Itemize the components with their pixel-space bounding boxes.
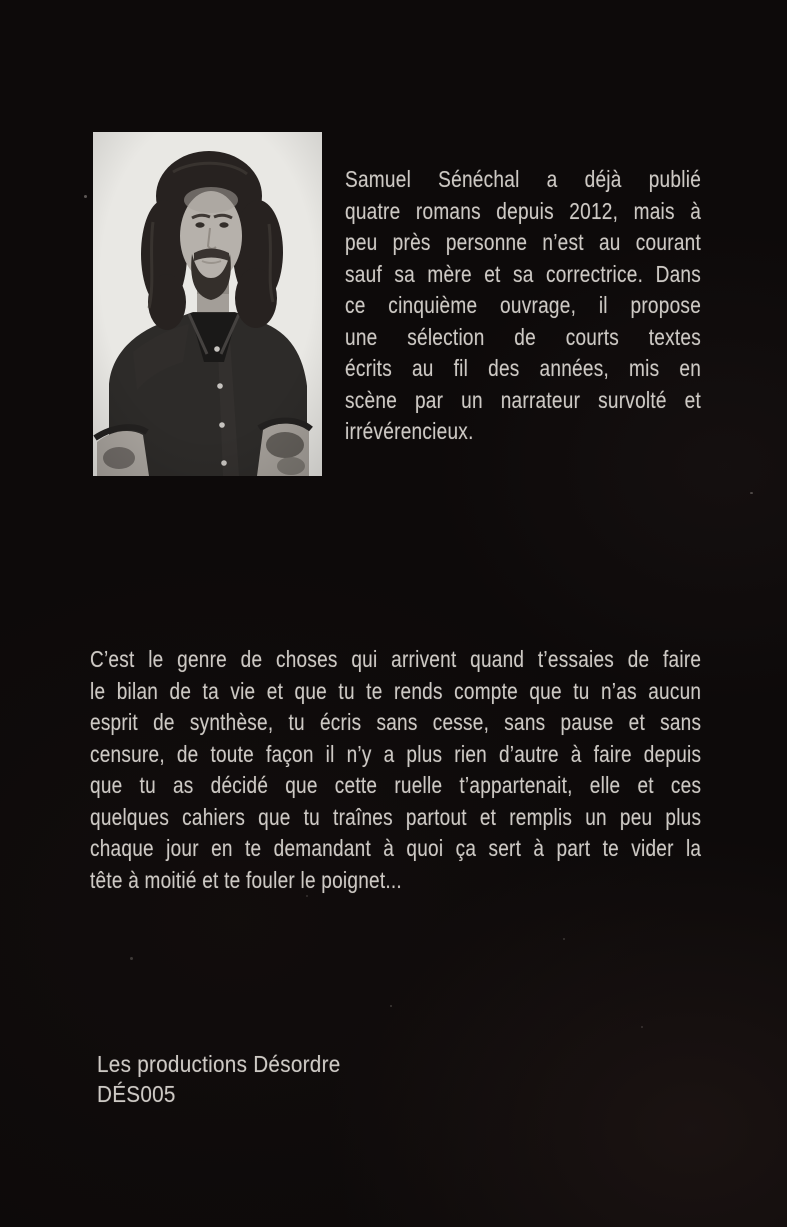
publisher-block — [97, 1049, 403, 1109]
text-line: une sélection de courts textes — [345, 323, 702, 350]
dust-speck — [563, 938, 565, 940]
text-line: le bilan de ta vie et que tu te rends compte que tu n’as aucun — [90, 677, 702, 704]
text-line: censure, de toute façon il n’y a plus rien d’autre à faire depuis — [90, 740, 702, 767]
publisher-name: Les productions Désordre — [97, 1051, 341, 1077]
text-line: scène par un narrateur survolté et — [345, 386, 702, 413]
text-line: Samuel Sénéchal a déjà publié — [345, 166, 702, 192]
text-line: irrévérencieux. — [345, 418, 474, 444]
text-line: quelques cahiers que tu traînes partout et remplis un peu plus — [90, 803, 702, 830]
dust-speck — [750, 492, 753, 494]
text-line: écrits au fil des années, mis en — [345, 355, 702, 381]
text-line: chaque jour en te demandant à quoi ça sert à part te vider la — [90, 835, 702, 861]
dust-speck — [84, 195, 87, 198]
text-line: tête à moitié et te fouler le poignet... — [90, 866, 402, 893]
dust-speck — [130, 957, 133, 960]
author-portrait-illustration — [93, 132, 322, 476]
text-line: que tu as décidé que cette ruelle t’appartenait, elle et ces — [90, 772, 702, 798]
dust-speck — [306, 895, 308, 897]
dust-speck — [390, 1005, 392, 1007]
text-line: ce cinquième ouvrage, il propose — [345, 292, 702, 318]
author-bio-text — [345, 164, 701, 448]
author-photo — [93, 132, 322, 476]
text-line: sauf sa mère et sa correctrice. Dans — [345, 260, 702, 287]
dust-speck — [641, 1026, 643, 1028]
text-line: esprit de synthèse, tu écris sans cesse, sans pause et sans — [90, 709, 702, 735]
excerpt-text — [90, 644, 701, 896]
text-line: quatre romans depuis 2012, mais à — [345, 197, 702, 224]
text-line: peu près personne n’est au courant — [345, 229, 702, 255]
text-line: C’est le genre de choses qui arrivent quand t’essaies de faire — [90, 646, 702, 672]
publisher-code: DÉS005 — [97, 1081, 176, 1107]
